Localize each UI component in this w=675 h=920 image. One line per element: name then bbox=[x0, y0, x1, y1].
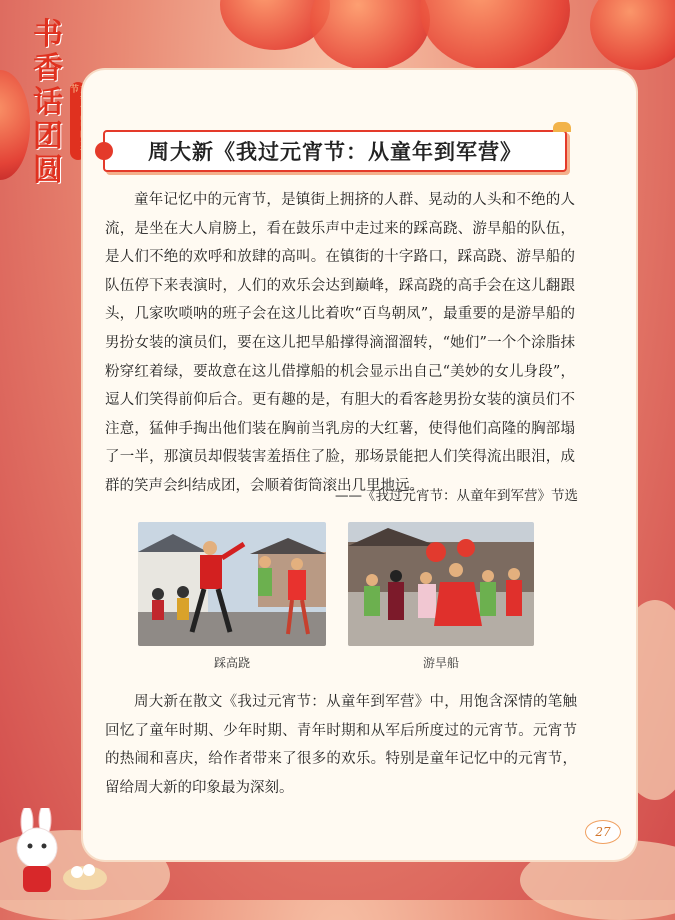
cloud-tab-icon bbox=[553, 122, 571, 132]
excerpt-paragraph: 童年记忆中的元宵节，是镇街上拥挤的人群、晃动的人头和不绝的人流，是坐在大人肩膀上，看在鼓乐声中走过来的踩高跷、游旱船的队伍，是人们不绝的欢呼和放肆的高叫。在镇街的十字路口，踩高跷、游旱船的队伍停下来表演时，人们的欢乐会达到巅峰，踩高跷的高手会在这儿翻跟头，几家吹唢呐的班子会在这儿比着吹“百鸟朝凤”，最重要的是游旱船的男扮女装的演员们，要在这儿把旱船撑得滴溜溜转，“她们”一个个涂脂抹粉穿红着绿，要故意在这儿借撑船的机会显示出自己“美妙的女儿身段”，逗人们笑得前仰后合。更有趣的是，有胆大的看客趁男扮女装的演员们不注意，猛伸手掏出他们装在胸前当乳房的大红薯，使得他们高隆的胸部塌了一半，那演员却假装害羞捂住了脸，那场景能把人们笑得流出眼泪，成群的笑声会纠结成团，会顺着街筒滚出几里地远。 bbox=[105, 192, 575, 494]
section-title-char: 书 bbox=[33, 17, 63, 52]
photo-caption: 踩高跷 bbox=[213, 656, 250, 670]
photo-caption: 游旱船 bbox=[422, 656, 459, 670]
article-title-bar bbox=[103, 130, 567, 172]
lantern-decoration bbox=[0, 70, 30, 180]
section-title-char: 话 bbox=[33, 85, 63, 120]
lantern-icon bbox=[95, 142, 113, 160]
land-boat-performance-photo bbox=[348, 522, 534, 646]
section-title-char: 团 bbox=[33, 119, 63, 154]
rabbit-mascot-icon bbox=[5, 808, 115, 902]
page-number: 27 bbox=[585, 820, 621, 844]
summary-paragraph: 周大新在散文《我过元宵节：从童年到军营》中，用饱含深情的笔触回忆了童年时期、少年时期、青年时期和从军后所度过的元宵节。元宵节的热闹和喜庆，给作者带来了很多的欢乐。特别是童年记忆中的元宵节，留给周大新的印象最为深刻。 bbox=[105, 694, 577, 796]
section-title-char: 香 bbox=[33, 51, 63, 86]
lantern-decoration bbox=[590, 0, 675, 70]
section-subtitle: 节 bbox=[70, 82, 86, 160]
stilts-performance-photo bbox=[138, 522, 326, 646]
lantern-decoration bbox=[310, 0, 430, 70]
section-title-char: 圆 bbox=[33, 153, 63, 188]
section-title-vertical bbox=[28, 18, 68, 188]
lantern-decoration bbox=[420, 0, 570, 70]
article-title: 周大新《我过元宵节：从童年到军营》 bbox=[148, 140, 522, 164]
excerpt-source: ——《我过元宵节：从童年到军营》节选 bbox=[335, 488, 578, 504]
